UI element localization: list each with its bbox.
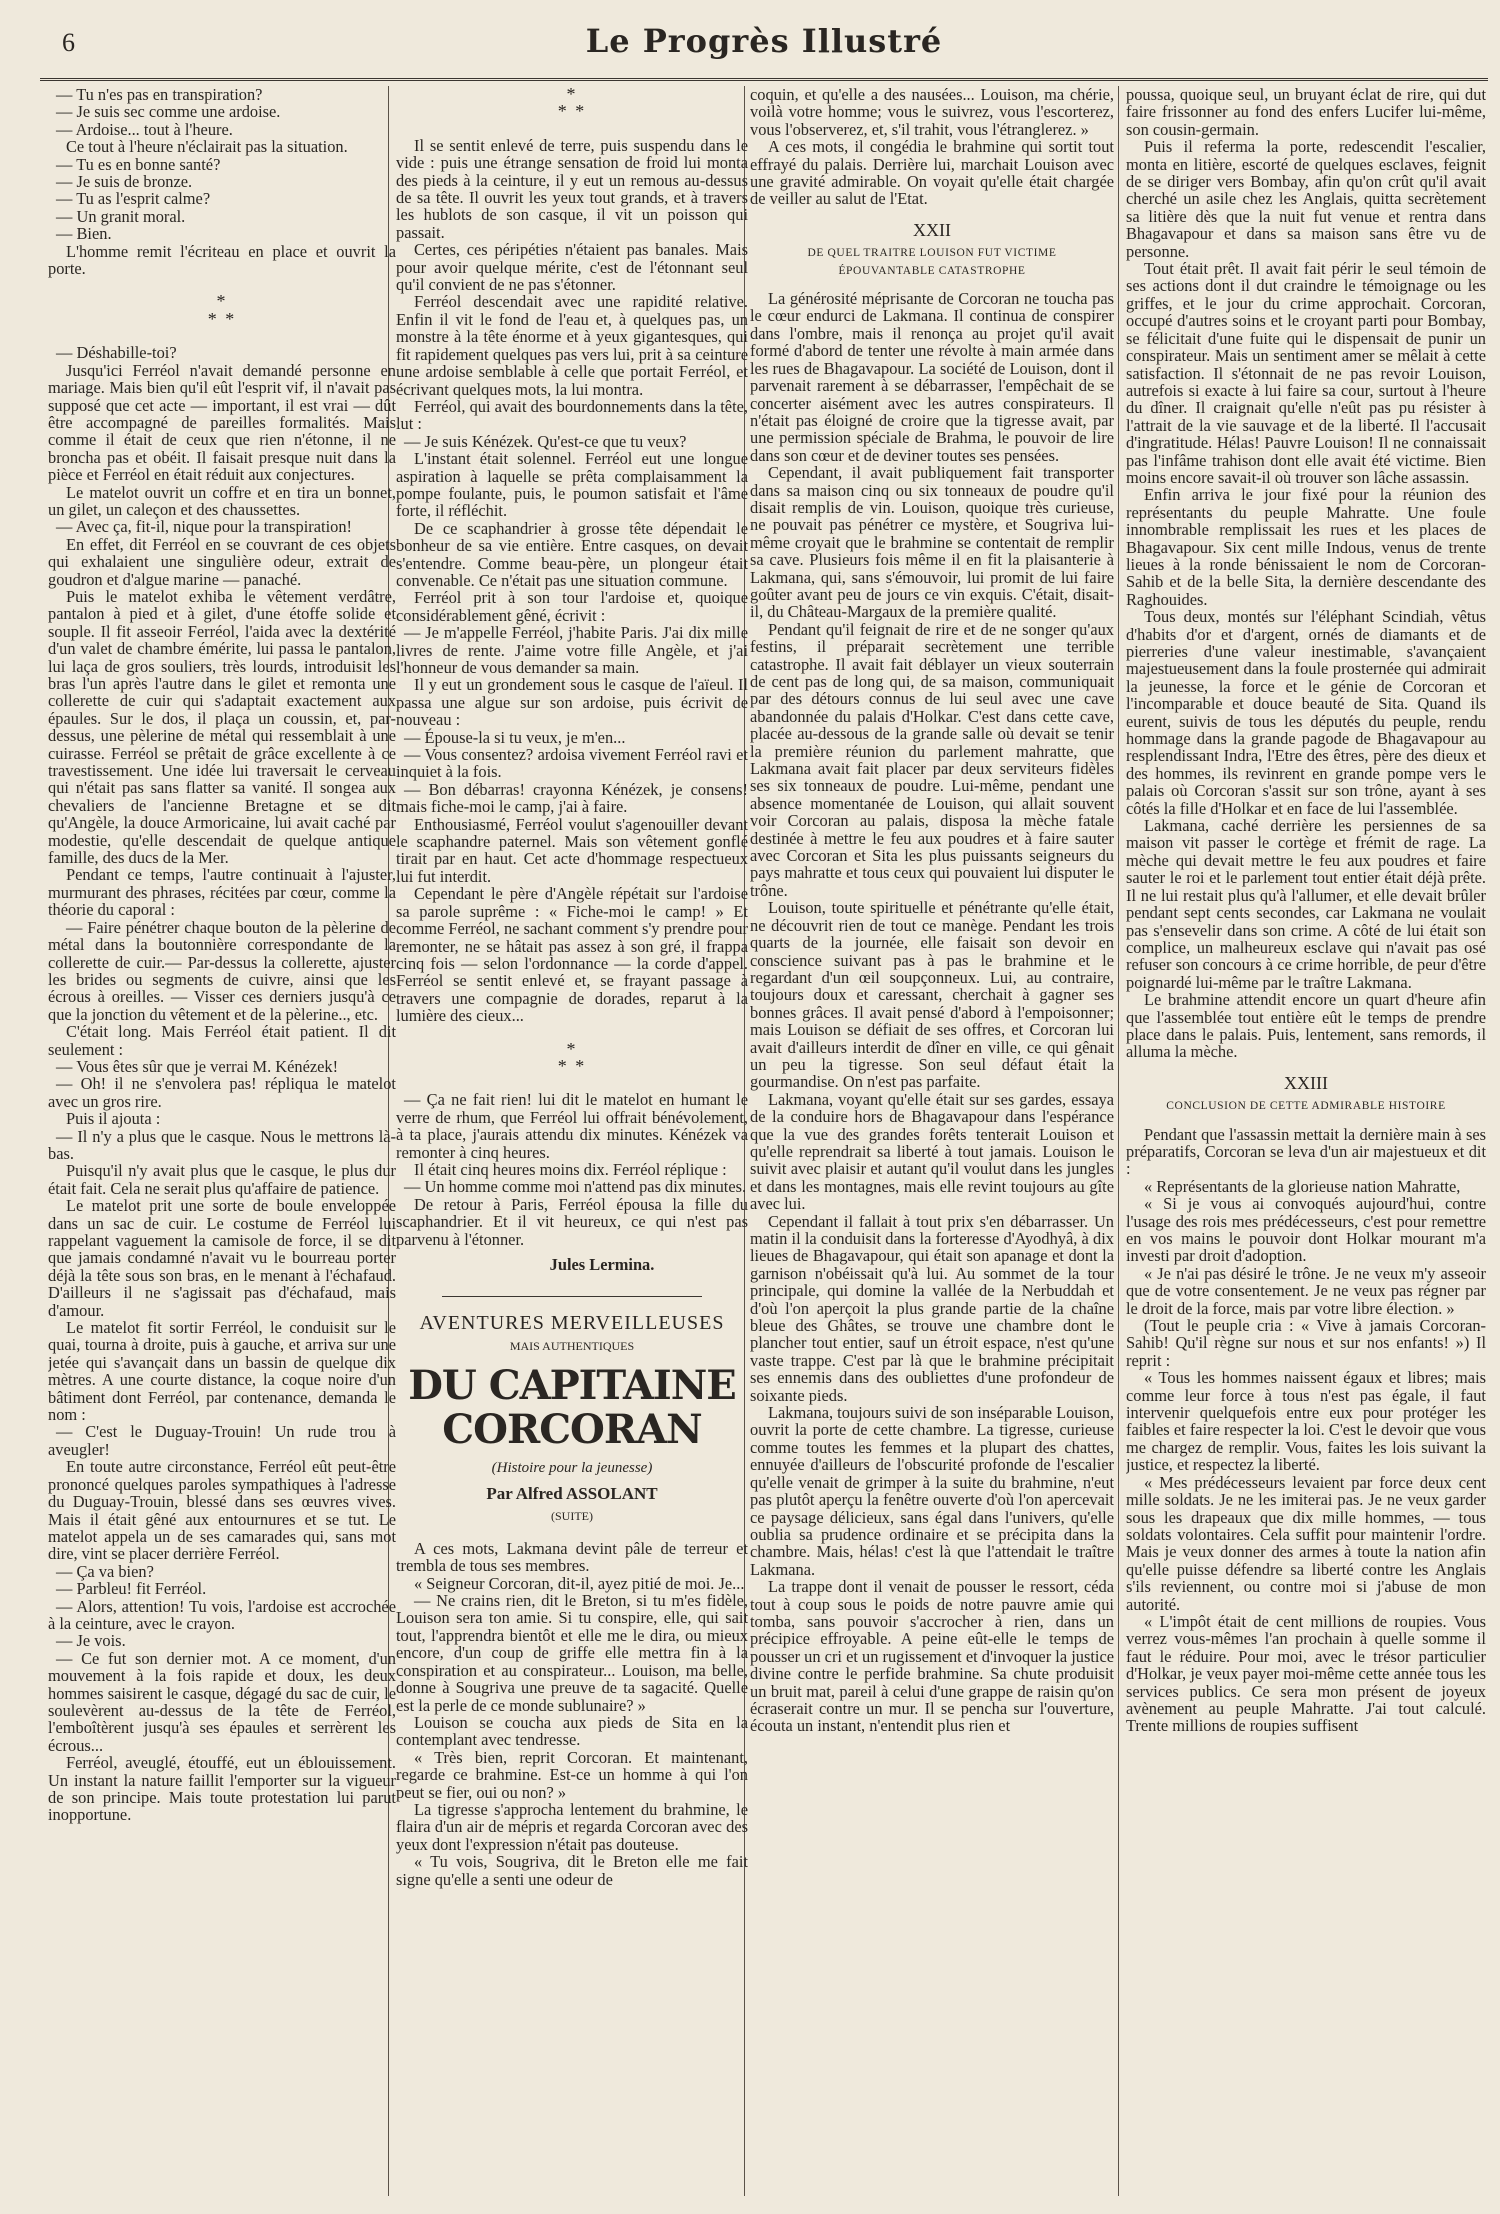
paragraph: Puisqu'il n'y avait plus que le casque, le plus dur était fait. Cela ne serait plus qu'affaire de patience. [48,1161,396,1198]
paragraph: Louison se coucha aux pieds de Sita en la contemplant avec tendresse. [396,1712,748,1750]
paragraph: — C'est le Duguay-Trouin! Un rude trou à aveugler! [48,1422,396,1459]
paragraph: Certes, ces péripéties n'étaient pas banales. Mais pour avoir quelque mérite, c'est de l'étonnant seul qu'il convient de ne pas s'étonner. [396,240,748,295]
paragraph: « Je n'ai pas désiré le trône. Je ne veux m'y asseoir que de votre consentement. Je ne veux pas régner par le droit de la force, mais par votre libre élection. » [1126,1263,1486,1318]
chapter-number: XXIII [1284,1072,1328,1093]
paragraph: — Alors, attention! Tu vois, l'ardoise est accrochée à la ceinture, avec le crayon. [48,1596,396,1633]
paragraph: Enthousiasmé, Ferréol voulut s'agenouiller devant le scaphandre paternel. Mais son vêtement gonflé tirait par en haut. Cet acte d'hommage respectueux lui fut interdit. [396,814,748,886]
author-signature: Jules Lermina. [549,1255,655,1274]
paragraph: — Bien. [56,224,112,244]
serial-kicker: AVENTURES MERVEILLEUSES [419,1311,725,1334]
paragraph: — Ardoise... tout à l'heure. [56,119,233,139]
paragraph: Cependant, il avait publiquement fait transporter dans sa maison cinq ou six tonneaux de poudre qu'il disait remplis de vin. Louison, quoique très curieuse, ne pouvait pas pénétrer ce mystère, et Sougriva lui-même croyait que le brahmine se contentait de remplir sa cave. Plusieurs fois même il en fit la plaisanterie à Lakmana, qui, sans s'émouvoir, lui promit de lui faire goûter avant peu de jours ce vin exquis. C'était, disait-il, du Château-Margaux de la première qualité. [750,463,1114,622]
paragraph: Le matelot fit sortir Ferréol, le conduisit sur le quai, tourna à droite, puis à gauche, et arriva sur une jetée qui s'avançait dans un bassin de quelque dix mètres. A une courte distance, la coque noire d'un bâtiment dont Ferréol, par contenance, demanda le nom : [48,1318,396,1425]
paragraph: Puis il ajouta : [66,1109,161,1129]
paragraph: Lakmana, toujours suivi de son inséparable Louison, ouvrit la porte de cette chambre. La tigresse, curieuse comme toutes les femmes et la plupart des chattes, ennuyée d'ailleurs de l'obscurité profonde de l'escalier qu'elle venait de grimper à la suite du brahmine, n'eut pas plutôt aperçu la fenêtre ouverte d'où l'on apercevait ce paysage délicieux, sans égal dans l'univers, qu'elle oublia sa prudence ordinaire et se précipita dans la chambre. Mais, hélas! c'est là que l'attendait le traître Lakmana. [750,1403,1114,1579]
paragraph: Cependant le père d'Angèle répétait sur l'ardoise sa parole suprême : « Fiche-moi le camp! » Et comme Ferréol, ne sachant comment s'y prendre pour remonter, ne se hâtait pas assez à son gré, il frappa cinq fois — selon l'ordonnance — la corde d'appel. Ferréol se sentit enlevé et, se frayant passage à travers une compagnie de dorades, reparut à la lumière des cieux... [396,884,748,1026]
paragraph: — Tu es en bonne santé? [56,154,221,174]
serial-header [396,1311,748,1526]
column-1 [48,86,396,2196]
paragraph: — Avec ça, fit-il, nique pour la transpiration! [56,517,352,537]
paragraph: Lakmana, caché derrière les persiennes de sa maison vit passer le cortège et frémit de rage. La mèche qui devait mettre le feu aux poudres et faire sauter le roi et le parlement tout entier était déjà prête. Il ne lui restait plus qu'à l'allumer, et elle devait brûler pendant sept cents secondes, car Lakmana ne voulait pas s'ensevelir dans son crime. A côté de lui était son complice, un malheureux esclave qui n'avait pas osé refuser son concours à ce crime horrible, de peur d'être poignardé lui-même par le traître Lakmana. [1126,816,1486,992]
paragraph: Le brahmine attendit encore un quart d'heure afin que l'assemblée tout entière eût le temps de prendre place dans le palais. Puis, lentement, sans remords, il alluma la mèche. [1126,990,1486,1062]
column-4 [1126,86,1486,2196]
paragraph: La générosité méprisante de Corcoran ne toucha pas le cœur endurci de Lakmana. Il continua de conspirer dans l'ombre, mais il renonça au projet qu'il avait formé d'abord de tenter une révolte à main armée dans les rues de Bhagavapour. La société de Louison, dont il parvenait rarement à se débarrasser, l'empêchait de se concerter aisément avec les autres conspirateurs. Il n'était pas éloigné de croire que la tigresse avait, par une permission spéciale de Brahma, le pouvoir de lire dans son cœur et de deviner toutes ses pensées. [750,289,1114,465]
paragraph: Ce tout à l'heure n'éclairait pas la situation. [66,137,348,157]
paragraph: « Seigneur Corcoran, dit-il, ayez pitié de moi. Je... [414,1573,745,1593]
paragraph: Ferréol prit à son tour l'ardoise et, quoique considérablement gêné, écrivit : [396,588,748,625]
paragraph: — Je vois. [56,1631,126,1651]
serial-title: DU CAPITAINE CORCORAN [408,1361,736,1453]
paragraph: L'homme remit l'écriteau en place et ouvrit la porte. [48,241,396,279]
paragraph: « Tu vois, Sougriva, dit le Breton elle me fait signe qu'elle a senti une odeur de [396,1852,748,1889]
paragraph: Ferréol descendait avec une rapidité relative. Enfin il vit le fond de l'eau et, à quelques pas, un monstre à la tête énorme et à yeux gigantesques, qui fit rapidement quelques pas vers lui, prit à sa ceinture une ardoise semblable à celle que portait Ferréol, et écrivant quelques mots, la lui montra. [396,292,748,399]
paragraph: Louison, toute spirituelle et pénétrante qu'elle était, ne découvrit rien de tout ce manège. Pendant les trois quarts de la journée, elle faisait son devoir en conscience suivant pas à pas le brahmine et le regardant d'un œil soupçonneux. Lui, au contraire, toujours doux et caressant, cherchait à gagner ses bonnes grâces. Il avait pensé d'abord à l'empoisonner; mais Louison se défiait de ses offres, et Corcoran lui avait d'ailleurs interdit de dîner en ville, ce qui gênait un peu la tigresse. Son seul défaut était la gourmandise. On n'est pas parfaite. [750,898,1114,1092]
paragraph: — Tu as l'esprit calme? [56,189,211,209]
section-separator: * * * [557,86,587,122]
paragraph: La tigresse s'approcha lentement du brahmine, le flaira d'un air de mépris et regarda Corcoran avec des yeux dont l'expression n'était pas douteuse. [396,1799,748,1854]
paragraph: Le matelot ouvrit un coffre et en tira un bonnet, un gilet, un caleçon et des chaussettes. [48,482,396,519]
chapter-title: CONCLUSION DE CETTE ADMIRABLE HISTOIRE [1166,1100,1446,1113]
paragraph: Puis le matelot exhiba le vêtement verdâtre, pantalon à pied et à gilet, d'une étoffe solide et souple. Il fit asseoir Ferréol, l'aida avec la dextérité d'un valet de chambre émérite, lui passa le pantalon, lui laça de gros souliers, très lourds, introduisit les bras l'un après l'autre dans le gilet et remonta une collerette de cuir qui s'adaptait exactement aux épaules. Sur le dos, il plaça un coussin, et, par-dessus, une pèlerine de métal qui ressemblait à une cuirasse. Ferréol se prêtait de grâce excellente à ce travestissement. Une idée lui traversait le cerveau qui n'était pas sans flatter sa vanité. Il songea aux chevaliers de l'ancienne Bretagne et se dit qu'Angèle, la douce Armoricaine, lui avait caché par modestie, qu'elle descendait de quelque antique famille, des ducs de la Mer. [48,586,396,868]
paragraph: L'instant était solennel. Ferréol eut une longue aspiration à laquelle se prêta complaisamment la pompe foulante, puis, le poumon satisfait et l'âme forte, il réfléchit. [396,449,748,521]
paragraph: Il était cinq heures moins dix. Ferréol réplique : [414,1159,727,1179]
column-2 [396,86,748,2196]
paragraph: Cependant il fallait à tout prix s'en débarrasser. Un matin il la conduisit dans la forteresse d'Ayodhyâ, à dix lieues de Bhagavapour, qui était son apanage et dont la garnison n'obéissait qu'à lui. Au sommet de la tour principale, qui domine la vallée de la Nerbuddah et d'où l'on aperçoit la plus grande partie de la chaîne bleue des Ghâtes, se trouve une chambre dont le plancher tout entier, sauf un étroit espace, n'est qu'une vaste trappe. C'est par là que le brahmine précipitait ses ennemis dans des oubliettes d'une profondeur de soixante pieds. [750,1211,1114,1405]
paragraph: En toute autre circonstance, Ferréol eût peut-être prononcé quelques paroles sympathiques à l'adresse du Duguay-Trouin, blessé dans ses œuvres vives. Mais il était gêné aux entournures et se tut. Le matelot appela un de ses camarades qui, sans mot dire, vint se placer derrière Ferréol. [48,1457,396,1564]
paragraph: — Vous consentez? ardoisa vivement Ferréol ravi et inquiet à la fois. [396,745,748,782]
paragraph: Ferréol, qui avait des bourdonnements dans la tête, lut : [396,396,748,434]
paragraph: De retour à Paris, Ferréol épousa la fille du scaphandrier. Et il vit heureux, ce qui n'est pas parvenu à l'étonner. [396,1194,748,1249]
page-header [40,22,1488,81]
paragraph: De ce scaphandrier à grosse tête dépendait le bonheur de sa vie entière. Entre casques, on devait s'entendre. Comme beau-père, un plongeur était convenable. Ce n'était pas une situation commune. [396,518,748,590]
section-separator: * * * [557,1038,587,1076]
paragraph: Le matelot prit une sorte de boule enveloppée dans un sac de cuir. Le costume de Ferréol lui rappelant vaguement la camisole de force, il se dit que jamais condamné n'avait vu le bourreau porter déjà la tête sous son bras, en le menant à l'échafaud. D'ailleurs il ne s'agissait pas d'échafaud, mais d'amour. [48,1196,396,1320]
chapter-title: DE QUEL TRAITRE LOUISON FUT VICTIME ÉPOUVANTABLE CATASTROPHE [807,247,1057,277]
paragraph: — Ne crains rien, dit le Breton, si tu m'es fidèle, Louison sera ton amie. Si tu conspire, elle, qui sait tout, l'apprendra bientôt et elle me le dira, ou mieux encore, d'un coup de griffe elle mettra fin à la conspiration et au conspirateur... Louison, ma belle, donne à Sougriva une preuve de ta sagacité. Quelle est la perle de ce monde sublunaire? » [396,1591,748,1715]
paragraph: — Bon débarras! crayonna Kénézek, je consens! mais fiche-moi le camp, j'ai à faire. [396,779,748,817]
paragraph: — Oh! il ne s'envolera pas! répliqua le matelot avec un gros rire. [48,1074,396,1111]
paragraph: Ferréol, aveuglé, étouffé, eut un éblouissement. Un instant la nature faillit l'emporter sur la vigueur de son principe. Mais toute protestation lui parut inopportune. [48,1753,396,1825]
paragraph: Il se sentit enlevé de terre, puis suspendu dans le vide : puis une étrange sensation de froid lui monta des pieds à la ceinture, il y eut un remous au-dessus de sa tête. Il ouvrit les yeux tout grands, et à travers les hublots de son casque, il vit un poisson qui passait. [396,135,748,242]
paragraph: Enfin arriva le jour fixé pour la réunion des représentants du peuple Mahratte. Une foule innombrable remplissait les rues et les places de Bhagavapour. Six cent mille Indous, venus de trente lieues à la ronde bénissaient le nom de Corcoran-Sahib et de la belle Sita, la dernière descendante des Raghouides. [1126,485,1486,609]
paragraph: (Tout le peuple cria : « Vive à jamais Corcoran-Sahib! Qu'il règne sur nous et sur nos enfants! ») Il reprit : [1126,1316,1486,1370]
paragraph: Il y eut un grondement sous le casque de l'aïeul. Il passa une algue sur son ardoise, puis écrivit de nouveau : [396,675,748,730]
masthead-title: Le Progrès Illustré [585,22,943,60]
paragraph: « Tous les hommes naissent égaux et libres; mais comme leur force à tous n'est pas égale, il faut intervenir quelquefois entre eux pour protéger les faibles et faire respecter la loi. C'est le devoir que vous me chargez de remplir. Vous, faites les lois suivant la justice, et respectez la liberté. [1126,1368,1486,1475]
paragraph: — Tu n'es pas en transpiration? [56,86,263,104]
paragraph: — Je m'appelle Ferréol, j'habite Paris. J'ai dix mille livres de rente. J'aime votre fille Angèle, et j'ai l'honneur de vous demander sa main. [396,623,748,677]
column-3 [750,86,1114,2196]
paragraph: « L'impôt était de cent millions de roupies. Vous verrez vous-mêmes l'an prochain à quelle somme il faut le réduire. Pour moi, avec le trésor particulier d'Holkar, je veux payer moi-même cette année tous les services publics. Ce sera mon présent de joyeux avènement au peuple Mahratte. J'ai tout calculé. Trente millions de roupies suffisent [1126,1611,1486,1736]
paragraph: — Ça ne fait rien! lui dit le matelot en humant le verre de rhum, que Ferréol lui offrait bénévolement, à ta place, j'aurais attendu dix minutes. Kénézek va remonter à cinq heures. [396,1090,748,1162]
paragraph: Lakmana, voyant qu'elle était sur ses gardes, essaya de la conduire hors de Bhagavapour dans l'espérance que la vue des grandes forêts tenterait Louison et qu'elle reprendrait sa liberté à tout jamais. Louison le suivit avec plaisir et autant qu'il voulut dans les jungles et dans les montagnes, mais elle revint toujours au gîte avec lui. [750,1089,1114,1214]
paragraph: Puis il referma la porte, redescendit l'escalier, monta en litière, escorté de quelques esclaves, feignit de se diriger vers Bombay, afin qu'on crût qu'il avait cherché un asile chez les Anglais, quitta secrètement sa litière dès que la nuit fut venue et rentra dans Bhagavapour et dans sa maison sans être vu de personne. [1126,137,1486,261]
page-number: 6 [62,28,75,57]
paragraph: Tous deux, montés sur l'éléphant Scindiah, vêtus d'habits d'or et d'argent, ornés de diamants et de pierreries d'une valeur inestimable, s'avançaient majestueusement dans la foule prosternée qui admirait la jeunesse, la force et le génie de Corcoran et l'incomparable et douce beauté de Sita. Quand ils eurent, suivis de tous les députés du peuple, rendu hommage dans la grande pagode de Bhagavapour au resplendissant Indra, l'Etre des êtres, père des dieux et des hommes, ils revinrent en grande pompe vers le palais où Corcoran s'assit sur son trône, ayant à ses côtés la fille d'Holkar et en face de lui l'assemblée. [1126,607,1486,818]
paragraph: — Il n'y a plus que le casque. Nous le mettrons là-bas. [48,1126,396,1163]
paragraph: Pendant que l'assassin mettait la dernière main à ses préparatifs, Corcoran se leva d'un air majestueux et dit : [1126,1124,1486,1179]
chapter-number: XXII [913,219,951,240]
paragraph: — Ça va bien? [56,1561,154,1581]
ornamental-rule [396,1283,748,1300]
paragraph: poussa, quoique seul, un bruyant éclat de rire, qui dut faire frissonner au fond des enfers Lucifer lui-même, son cousin-germain. [1126,86,1486,139]
serial-continued: (SUITE) [551,1509,593,1524]
serial-genre: (Histoire pour la jeunesse) [491,1459,653,1476]
paragraph: — Un homme comme moi n'attend pas dix minutes. [404,1177,747,1197]
section-separator: * * * [207,291,237,329]
paragraph: coquin, et qu'elle a des nausées... Louison, ma chérie, voilà votre homme; vous le suivrez, vous l'escorterez, vous l'observerez, et, s'il trahit, vous l'étranglerez. » [750,86,1114,139]
paragraph: La trappe dont il venait de pousser le ressort, céda tout à coup sous le poids de notre pauvre amie qui tomba, sans pouvoir s'accrocher à rien, dans un précipice effroyable. A peine eût-elle le temps de pousser un cri et un rugissement et d'invoquer la justice divine contre le perfide brahmine. Sa chute produisit un bruit mat, pareil à celui d'une grappe de raisin qu'on écraserait contre un mur. Il se pencha sur l'ouverture, écouta un instant, n'entendit plus rien et [750,1577,1114,1736]
paragraph: A ces mots, il congédia le brahmine qui sortit tout effrayé du palais. Derrière lui, marchait Louison avec une gravité admirable. On voyait qu'elle était chargée de veiller au salut de l'Etat. [750,137,1114,209]
paragraph: Tout était prêt. Il avait fait périr le seul témoin de ses actions dont il dut craindre le témoignage ou les griffes, et le jour du crime approchait. Corcoran, occupé d'autres soins et le croyant parti pour Bombay, se félicitait d'une fuite qui le dispensait de punir un conspirateur. Mais un sentiment amer se mêlait à cette satisfaction. Il s'étonnait de ne pas revoir Louison, autrefois si exacte à lui faire sa cour, surtout à l'heure du dîner. Il craignait qu'elle n'eût pas pu résister à l'attrait de la vie sauvage et de la liberté. Il l'accusait d'ingratitude. Hélas! Pauvre Louison! Il ne connaissait pas l'infâme trahison dont elle avait été victime. Bien moins encore savait-il où trouver son lâche assassin. [1126,259,1486,487]
paragraph: A ces mots, Lakmana devint pâle de terreur et trembla de tous ses membres. [396,1538,748,1576]
paragraph: « Très bien, reprit Corcoran. Et maintenant, regarde ce brahmine. Est-ce un homme à qui l'on peut se fier, oui ou non? » [396,1747,748,1802]
paragraph: — Je suis Kénézek. Qu'est-ce que tu veux? [404,431,687,451]
paragraph: C'était long. Mais Ferréol était patient. Il dit seulement : [48,1022,396,1059]
paragraph: — Je suis sec comme une ardoise. [56,102,281,122]
paragraph: En effet, dit Ferréol en se couvrant de ces objets qui exhalaient une singulière odeur, extrait de goudron et d'algue marine — panaché. [48,534,396,589]
paragraph: « Mes prédécesseurs levaient par force deux cent mille soldats. Je ne les imiterai pas. Je ne veux garder sous les drapeaux que dix mille hommes, — tous soldats volontaires. Cela suffit pour maintenir l'ordre. Mais je veux donner des armes à toute la nation afin qu'elle puisse défendre sa liberté contre les Anglais s'ils reviennent, ou contre moi si j'abuse de mon autorité. [1126,1472,1486,1614]
paragraph: — Ce fut son dernier mot. A ce moment, d'un mouvement à la fois rapide et doux, les deux hommes saisirent le casque, dégagé du sac de cuir, le soulevèrent au-dessus de la tête de Ferréol, l'emboîtèrent jusqu'à ses épaules et serrèrent les écrous... [48,1648,396,1755]
paragraph: « Si je vous ai convoqués aujourd'hui, contre l'usage des rois mes prédécesseurs, c'est pour remettre en vos mains le pouvoir dont Holkar mourant m'a investi par droit d'adoption. [1126,1194,1486,1266]
paragraph: Pendant qu'il feignait de rire et de ne songer qu'aux festins, il préparait secrètement une terrible catastrophe. Il avait fait déblayer un vieux souterrain de cent pas de long qui, de sa maison, communiquait par des détours connus de lui seul avec une cave abandonnée du palais d'Holkar. C'est dans cette cave, placée au-dessous de la grande salle où devait se tenir la première réunion du parlement mahratte, que Lakmana avait fait placer par deux serviteurs fidèles ses six tonneaux de poudre. Lui-même, pendant une absence momentanée de Louison, qui allait souvent voir Corcoran au palais, disposa la mèche fatale destinée à mettre le feu aux poudres et à faire sauter avec Corcoran et Sita les plus puissants seigneurs du pays mahratte et tous ceux qui pouvaient lui disputer le trône. [750,619,1114,900]
paragraph: — Faire pénétrer chaque bouton de la pèlerine de métal dans la boutonnière correspondante de la collerette de cuir.— Par-dessus la collerette, ajuster les brides ou segments de cuivre, ainsi que les écrous à oreilles. — Visser ces derniers jusqu'à ce que la jonction du vêtement et de la pèlerine.., etc. [48,917,396,1024]
paragraph: — Parbleu! fit Ferréol. [56,1579,207,1599]
paragraph: « Représentants de la glorieuse nation Mahratte, [1144,1176,1461,1196]
paragraph: — Déshabille-toi? [56,343,177,363]
paragraph: — Vous êtes sûr que je verrai M. Kénézek! [56,1056,339,1076]
paragraph: — Un granit moral. [56,206,186,226]
serial-subkicker: MAIS AUTHENTIQUES [509,1339,635,1354]
paragraph: — Épouse-la si tu veux, je m'en... [404,727,626,747]
column-rule [1118,86,1119,2196]
paragraph: Jusqu'ici Ferréol n'avait demandé personne en mariage. Mais bien qu'il eût l'esprit vif, il n'avait pas supposé que cet acte — important, il est vrai — dût être accompagné de pareilles formalités. Mais comme il était de ceux que rien n'étonne, il ne broncha pas et obéit. Il faisait presque nuit dans la pièce et Ferréol en était réduit aux conjectures. [48,360,396,485]
paragraph: — Je suis de bronze. [56,172,193,192]
serial-author: Par Alfred ASSOLANT [486,1484,658,1504]
paragraph: Pendant ce temps, l'autre continuait à l'ajuster, murmurant des phrases, récitées par cœur, comme la théorie du caporal : [48,865,396,920]
